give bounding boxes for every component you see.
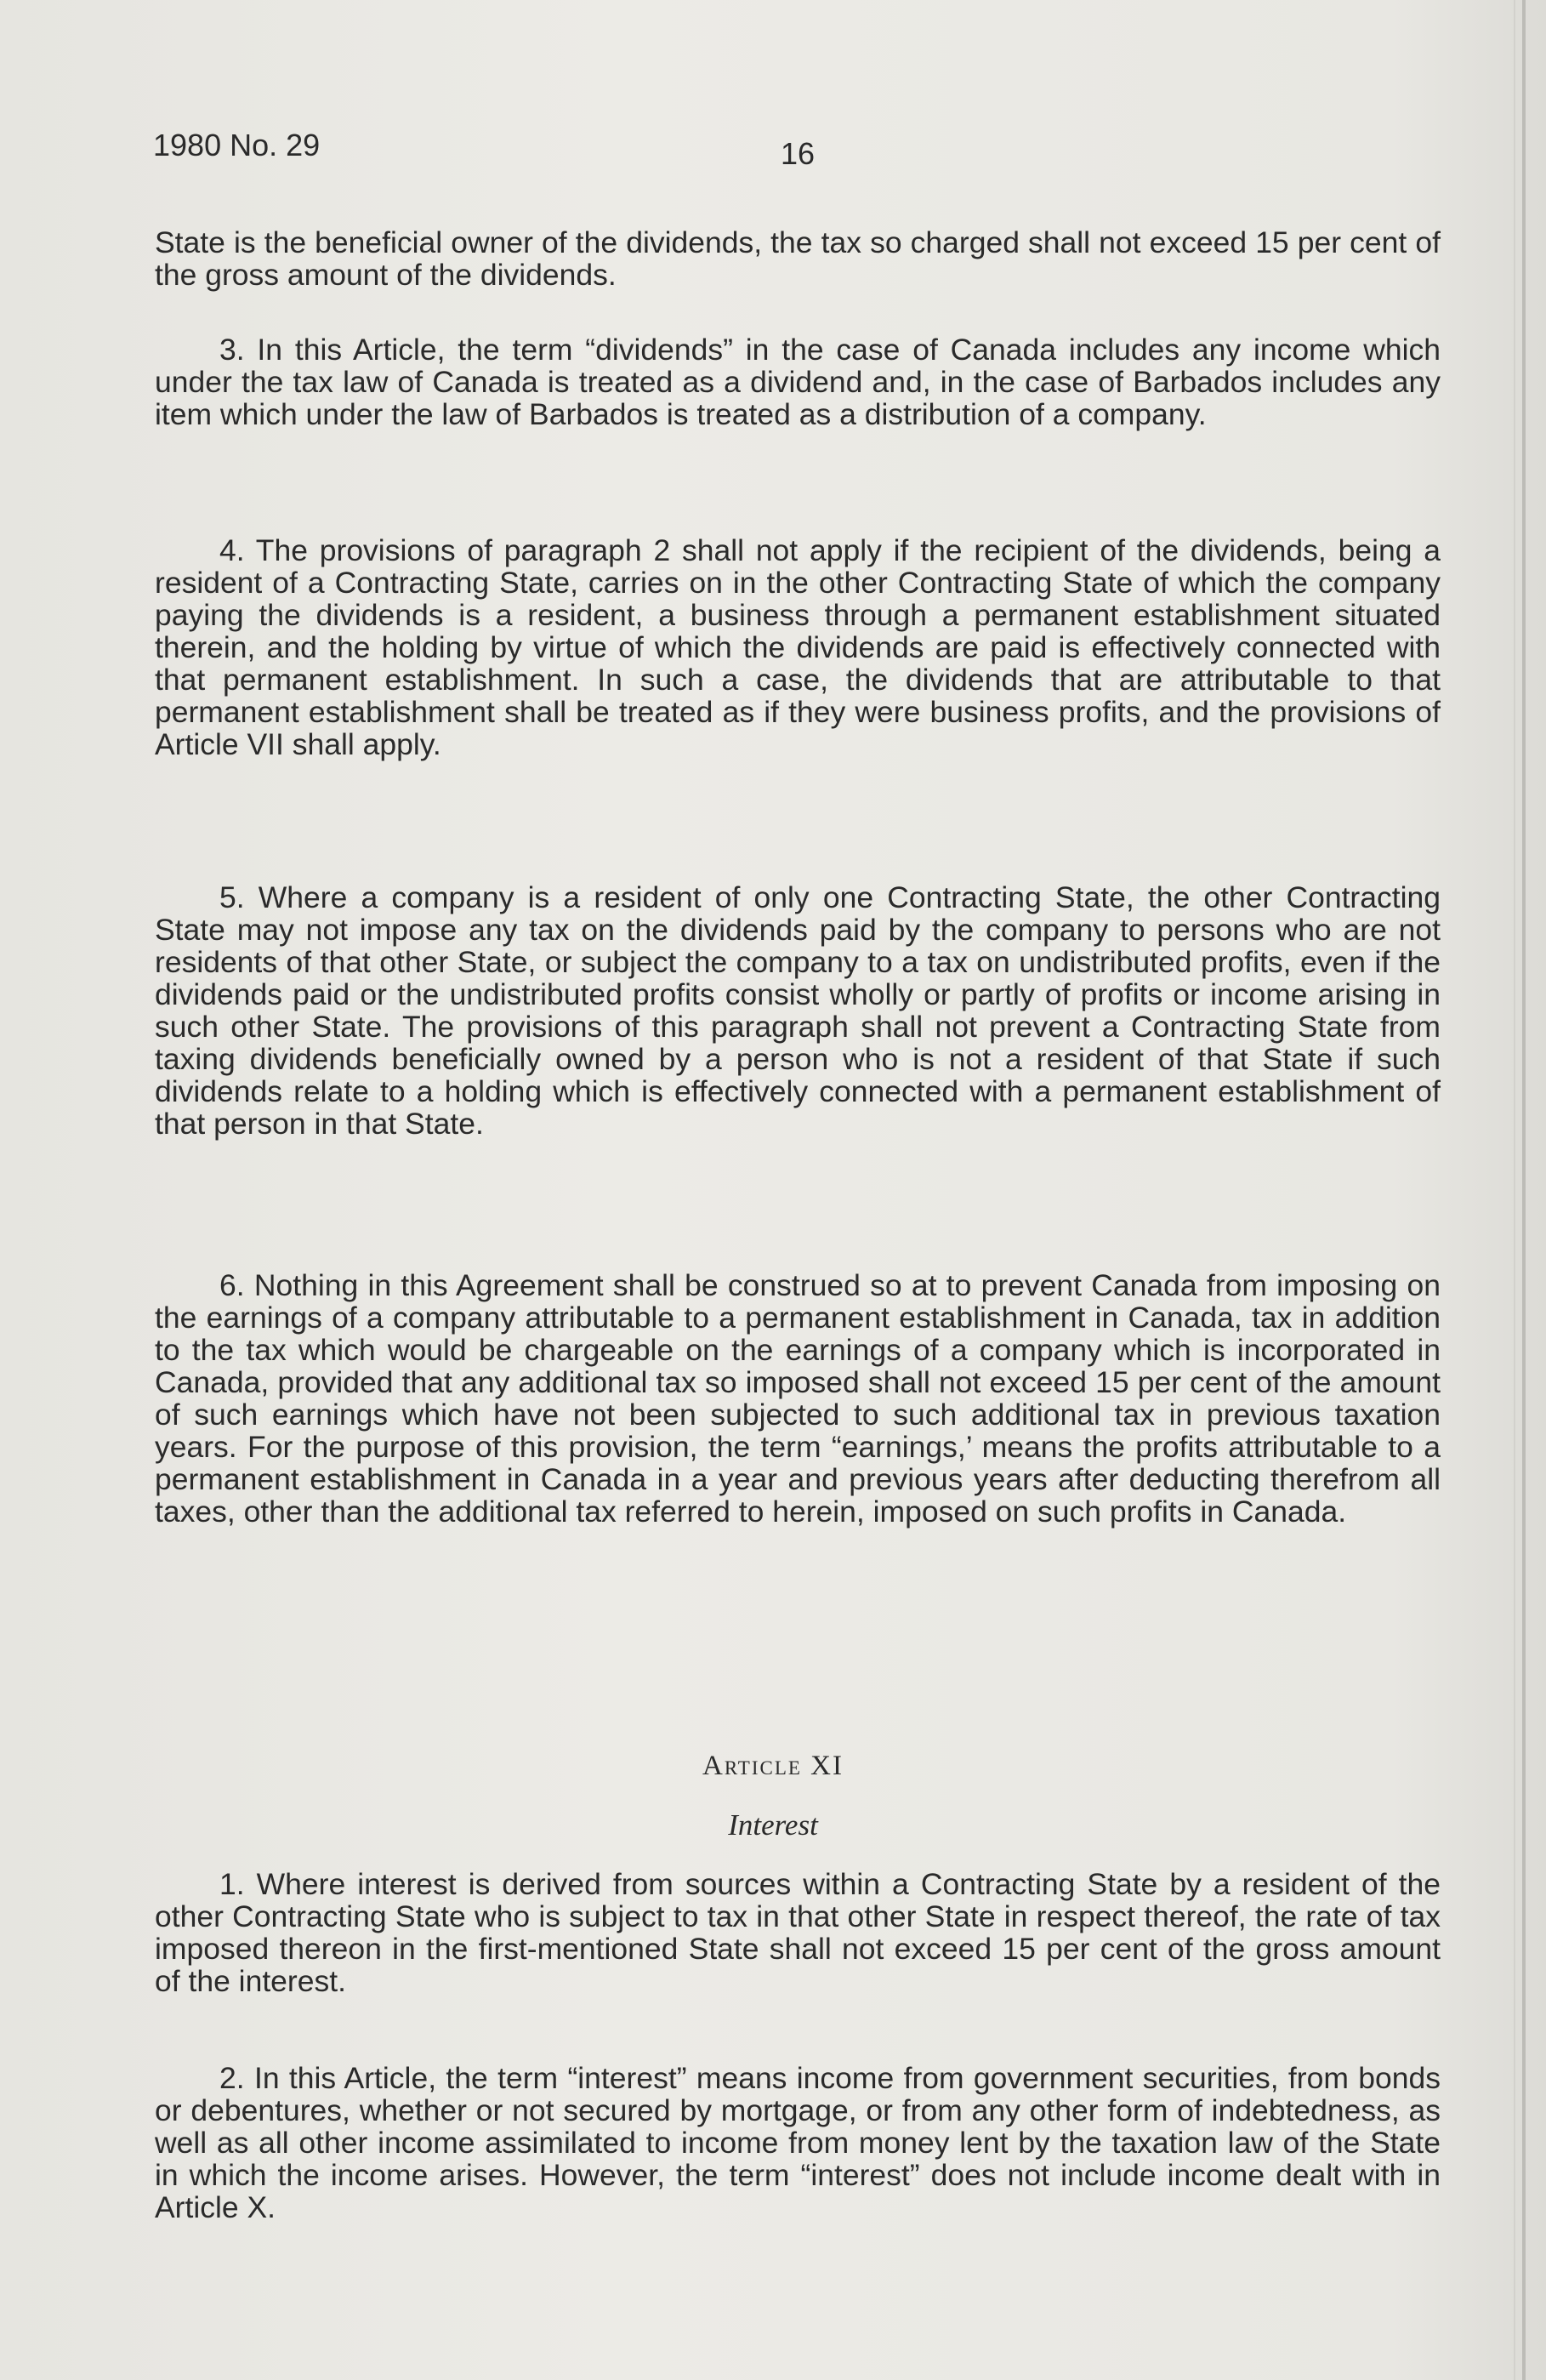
page-spine-shadow [1514,0,1515,2380]
article-xi-paragraph-1: 1. Where interest is derived from sources within a Contracting State by a resident of the other Contracting State who is subject to tax in that other State in respect thereof, the rate of tax imposed thereon in the first-mentioned State shall not exceed 15 per cent of the gross amount of the interest. [155,1867,1441,1998]
paragraph-4: 4. The provisions of paragraph 2 shall not apply if the recipient of the dividends, being a resident of a Contracting State, carries on in the other Contracting State of which the company paying the dividends is a resident, a business through a permanent establishment situated therein, and the holding by virtue of which the dividends are paid is effectively connected with that permanent establishment. In such a case, the dividends that are attributable to that permanent establishment shall be treated as if they were business profits, and the provisions of Article VII shall apply. [155,533,1441,761]
page-number: 16 [781,136,816,171]
running-header [153,128,1446,179]
article-xi-paragraph-2: 2. In this Article, the term “interest” means income from government securities, from bonds or debentures, whether or not secured by mortgage, or from any other form of indebtedness, as well as all other income assimilated to income from money lent by the taxation law of the State in which the income arises. However, the term “interest” does not include income dealt with in Article X. [155,2061,1441,2224]
document-identifier: 1980 No. 29 [153,128,321,162]
paragraph-6: 6. Nothing in this Agreement shall be construed so at to prevent Canada from imposing on the earnings of a company attributable to a permanent establishment in Canada, tax in addition to the tax which would be chargeable on the earnings of a company which is incorporated in Canada, provided that any additional tax so imposed shall not exceed 15 per cent of the amount of such earnings which have not been subjected to such additional tax in previous taxation years. For the purpose of this provision, the term “earnings,’ means the profits attributable to a permanent establishment in Canada in a year and previous years after deducting therefrom all taxes, other than the additional tax referred to herein, imposed on such profits in Canada. [155,1268,1441,1529]
article-heading-text: Article XI [702,1751,844,1781]
paragraph-5: 5. Where a company is a resident of only one Contracting State, the other Contracting State may not impose any tax on the dividends paid by the company to persons who are not residents of that other State, or subject the company to a tax on undistributed profits, even if the dividends paid or the undistributed profits consist wholly or partly of profits or income arising in such other State. The provisions of this paragraph shall not prevent a Contracting State from taxing dividends beneficially owned by a person who is not a resident of that State if such dividends relate to a holding which is effectively connected with a permanent establishment of that person in that State. [155,880,1441,1141]
paragraph-3: 3. In this Article, the term “dividends” in the case of Canada includes any income which under the tax law of Canada is treated as a dividend and, in the case of Barbados includes any item which under the law of Barbados is treated as a distribution of a company. [155,333,1441,431]
article-heading [0,1751,1546,1782]
paragraph-2-continued: State is the beneficial owner of the dividends, the tax so charged shall not exceed 15 per cent of the gross amount of the dividends. [155,225,1441,292]
page-spine-edge [1522,0,1526,2380]
article-subheading: Interest [728,1808,818,1842]
